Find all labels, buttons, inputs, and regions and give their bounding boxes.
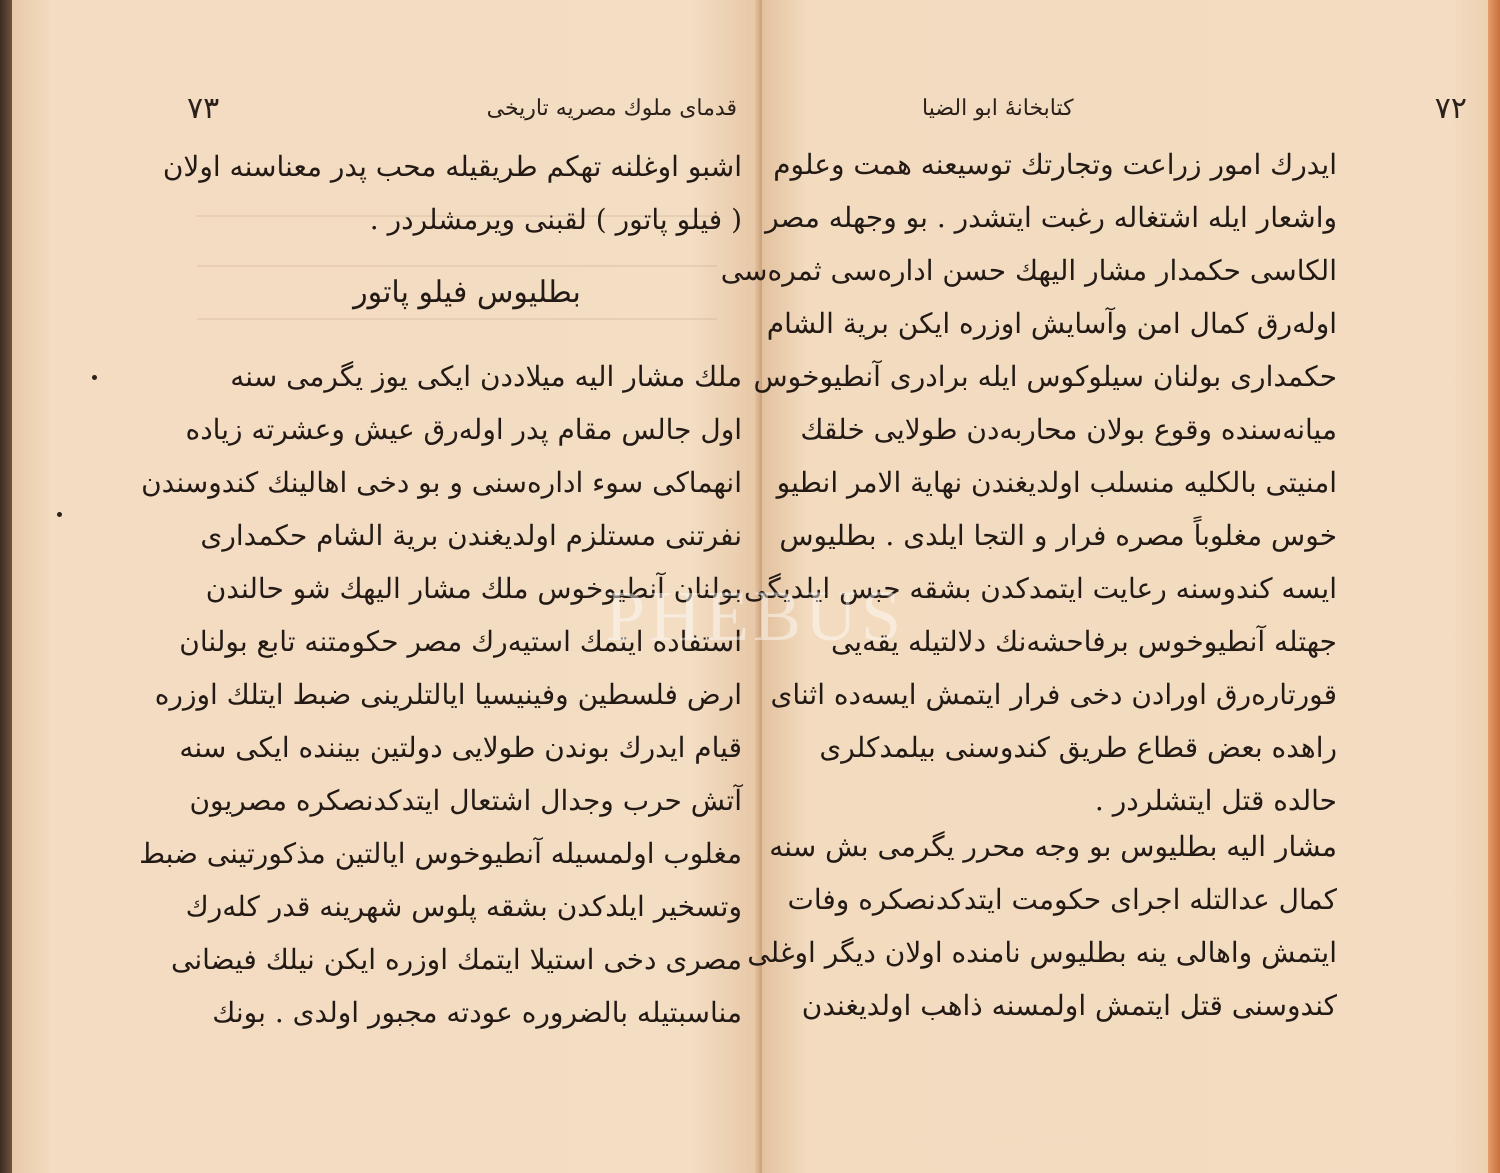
text-line: ( فیلو پاتور ) لقبنی ویرمشلردر . <box>369 203 742 236</box>
text-line: اول جالس مقام پدر اولەرق عیش وعشرته زیاده <box>185 413 742 446</box>
text-line: امنیتی بالكلیه منسلب اولدیغندن نهایة الامر انطیو <box>776 466 1337 499</box>
text-line: كمال عدالتله اجرای حكومت ایتدكدنصكره وفات <box>787 883 1337 916</box>
text-line: جهتله آنطیوخوس برفاحشەنك دلالتیله یقەیی <box>830 625 1337 658</box>
left-top-paragraph <box>162 140 742 246</box>
show-through-line <box>197 265 717 267</box>
text-line: خوس مغلوباً مصره فرار و التجا ایلدی . بطلیوس <box>779 519 1337 552</box>
text-line: اشبو اوغلنه تهكم طریقیله محب پدر معناسنه اولان <box>162 150 742 183</box>
left-page-number: ٧٣ <box>187 90 220 126</box>
left-body-paragraph <box>139 350 742 1039</box>
text-line: بولنان آنطیوخوس ملك مشار الیهك شو حالندن <box>205 572 742 605</box>
text-line: ملك مشار الیه میلاددن ایكی یوز یگرمی سنه <box>230 360 742 393</box>
text-line: الكاسی حكمدار مشار الیهك حسن ادارەسی ثمرەسی <box>720 254 1337 287</box>
book-edge-right <box>1488 0 1500 1173</box>
left-page-header <box>187 88 737 128</box>
right-body-paragraph <box>747 820 1337 1032</box>
left-running-head: قدمای ملوك مصریه تاریخی <box>486 95 737 121</box>
text-line: نفرتنی مستلزم اولدیغندن بریة الشام حكمداری <box>200 519 742 552</box>
section-heading: بطلیوس فیلو پاتور <box>353 275 581 310</box>
text-line: واشعار ایله اشتغاله رغبت ایتشدر . بو وجهله مصر <box>765 201 1337 234</box>
text-line: مصری دخی استیلا ایتمك اوزره ایكن نیلك فیضانی <box>171 943 742 976</box>
text-line: میانەسنده وقوع بولان محاربەدن طولایی خلقك <box>800 413 1337 446</box>
right-page-number: ٧٢ <box>1434 90 1467 126</box>
text-line: استفاده ایتمك استیەرك مصر حكومتنه تابع بولنان <box>179 625 742 658</box>
show-through-line <box>197 318 717 320</box>
watermark: PHEBUS <box>604 576 906 656</box>
text-line: مشار الیه بطلیوس بو وجه محرر یگرمی بش سنه <box>769 830 1337 863</box>
text-line: حالده قتل ایتشلردر . <box>1094 784 1337 817</box>
text-line: ایدرك امور زراعت وتجارتك توسیعنه همت وعلوم <box>773 148 1337 181</box>
right-running-head: كتابخانهٔ ابو الضیا <box>922 95 1074 121</box>
text-line: ایتمش واهالی ینه بطلیوس نامنده اولان دیگر اوغلی <box>747 936 1337 969</box>
text-line: مغلوب اولمسیله آنطیوخوس ایالتین مذكورتینی ضبط <box>139 837 742 870</box>
text-line: مناسبتیله بالضروره عودته مجبور اولدی . بونك <box>212 996 742 1029</box>
text-line: وتسخیر ایلدكدن بشقه پلوس شهرینه قدر كلەرك <box>185 890 742 923</box>
right-page-header <box>922 88 1467 128</box>
left-page <box>12 0 762 1173</box>
text-line: كندوسنی قتل ایتمش اولمسنه ذاهب اولدیغندن <box>801 989 1337 1022</box>
text-line: قیام ایدرك بوندن طولایی دولتین بیننده ایكی سنه <box>179 731 742 764</box>
text-line: حكمداری بولنان سیلوكوس ایله برادری آنطیوخوس <box>753 360 1337 393</box>
text-line: ایسه كندوسنه رعایت ایتمدكدن بشقه حبس ایلدیگی <box>744 572 1337 605</box>
text-line: راهده بعض قطاع طریق كندوسنی بیلمدكلری <box>819 731 1337 764</box>
ink-speck <box>57 512 62 517</box>
text-line: ارض فلسطین وفینیسیا ایالتلرینی ضبط ایتلك اوزره <box>154 678 742 711</box>
text-line: اولەرق كمال امن وآسایش اوزره ایكن بریة الشام <box>766 307 1337 340</box>
text-line: قورتارەرق اورادن دخی فرار ایتمش ایسەده اثنای <box>770 678 1337 711</box>
text-line: آتش حرب وجدال اشتعال ایتدكدنصكره مصریون <box>189 784 742 817</box>
text-line: انهماكی سوء ادارەسنی و بو دخی اهالینك كندوسندن <box>141 466 742 499</box>
ink-speck <box>92 375 97 380</box>
